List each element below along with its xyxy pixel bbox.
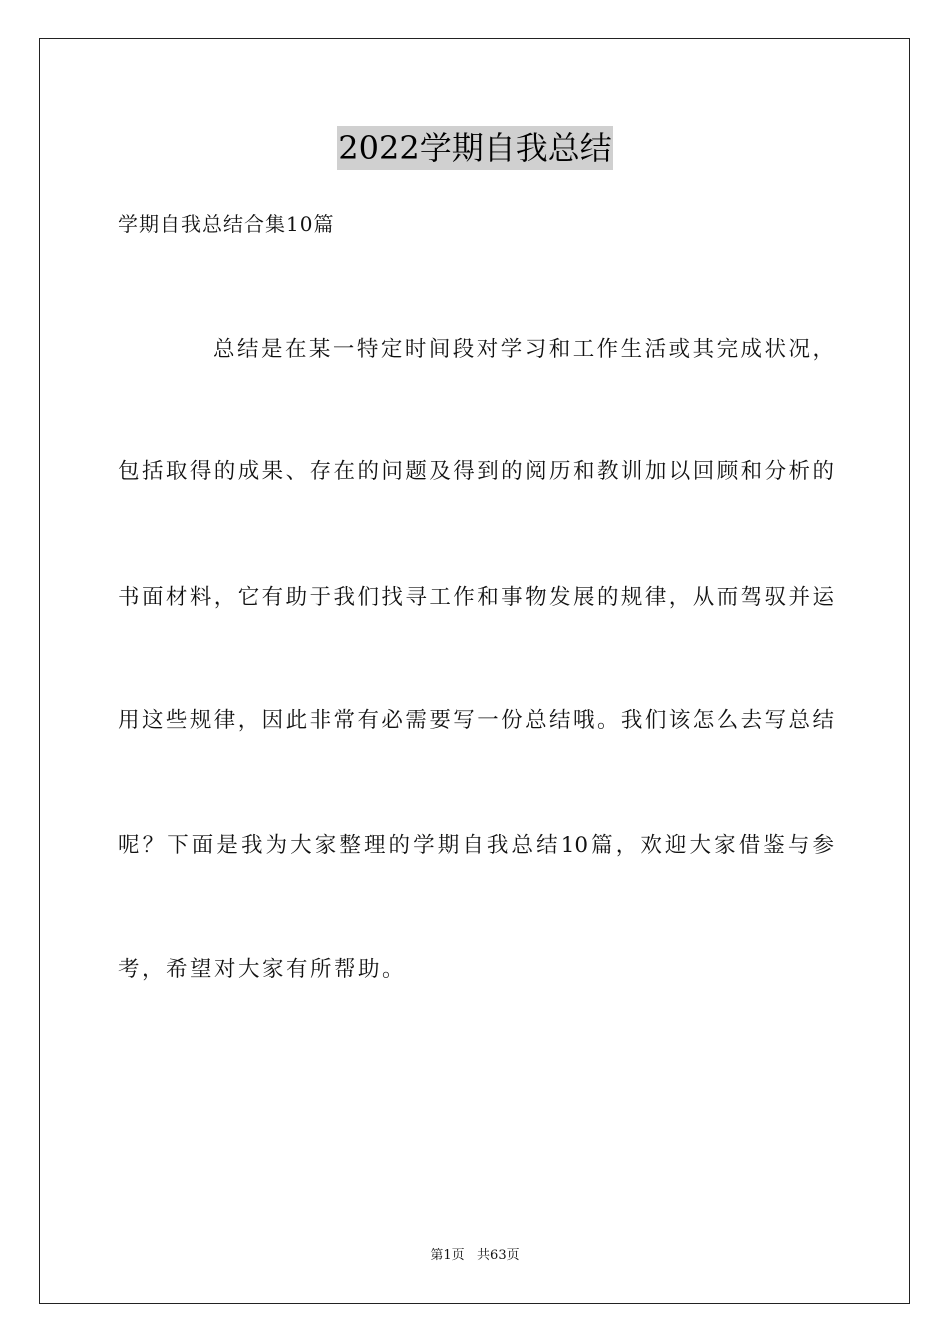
paragraph-line: 呢？下面是我为大家整理的学期自我总结10篇，欢迎大家借鉴与参 <box>118 833 834 858</box>
paragraph-line: 用这些规律，因此非常有必需要写一份总结哦。我们该怎么去写总结 <box>118 708 834 733</box>
document-subtitle: 学期自我总结合集10篇 <box>118 212 335 236</box>
paragraph-line: 总结是在某一特定时间段对学习和工作生活或其完成状况， <box>213 337 834 362</box>
paragraph-line: 书面材料，它有助于我们找寻工作和事物发展的规律，从而驾驭并运 <box>118 585 834 610</box>
page-footer: 第1页 共63页 <box>430 1248 520 1263</box>
paragraph-line: 包括取得的成果、存在的问题及得到的阅历和教训加以回顾和分析的 <box>118 459 834 484</box>
title-container <box>0 126 950 170</box>
paragraph-line: 考，希望对大家有所帮助。 <box>118 957 407 982</box>
document-title: 2022学期自我总结 <box>337 126 612 170</box>
